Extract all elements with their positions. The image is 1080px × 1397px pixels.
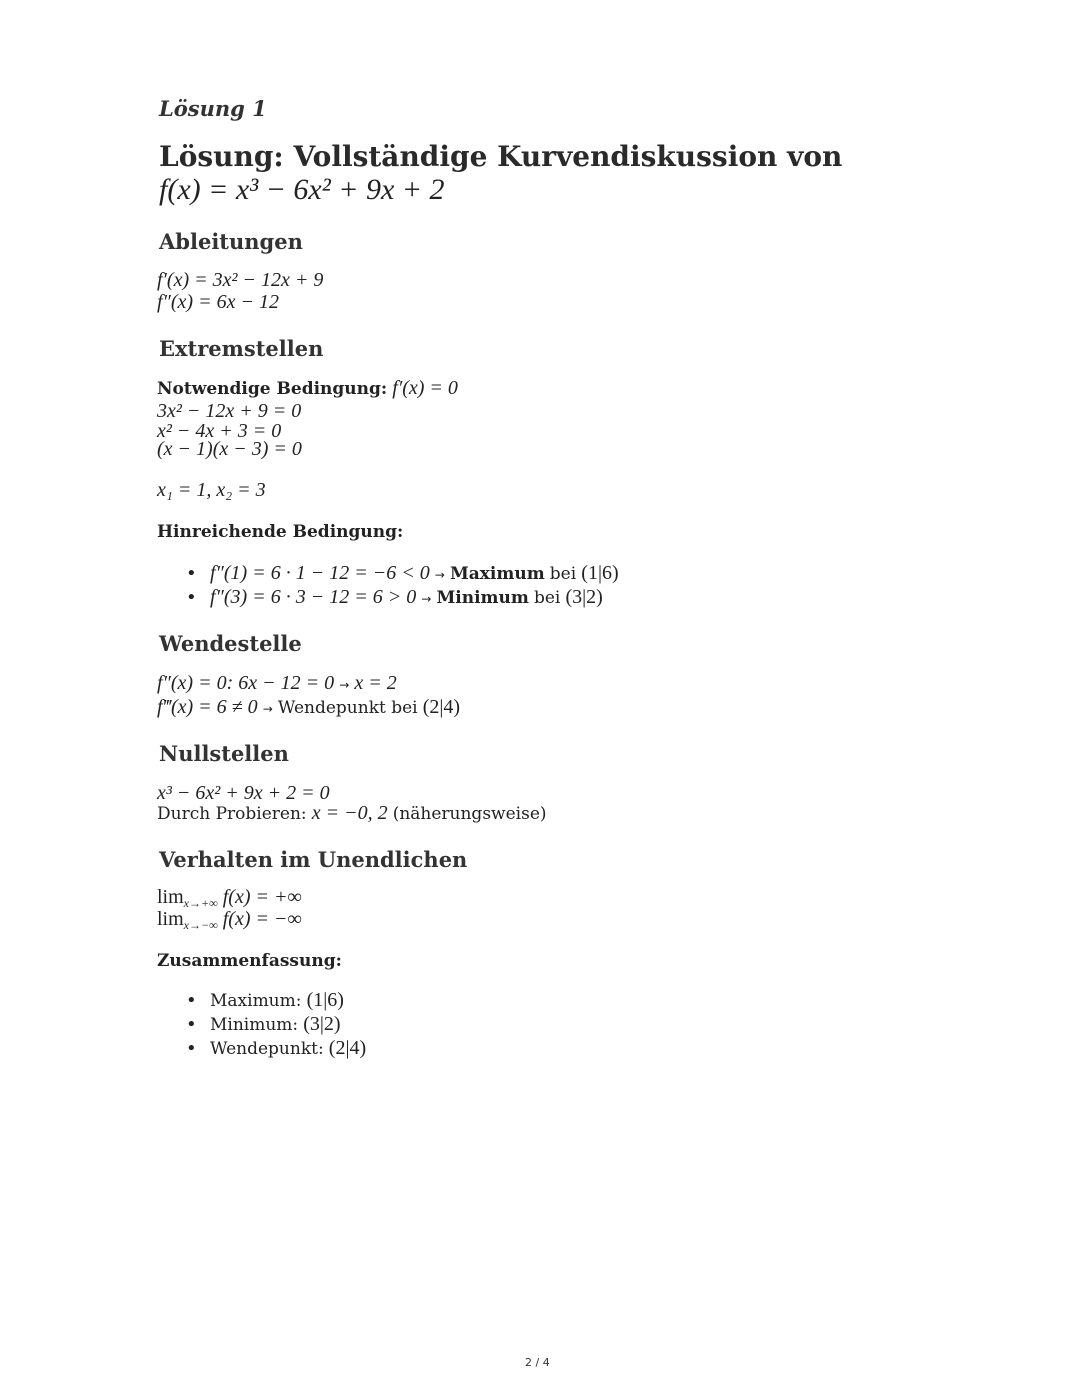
third-derivative: f‴(x) = 6 ≠ 0 xyxy=(157,696,258,718)
summary-label: Wendepunkt: xyxy=(210,1039,324,1059)
probe-text: Durch Probieren: xyxy=(157,804,307,824)
lim-sub: x→+∞ xyxy=(183,896,218,911)
lim-rest: f(x) = −∞ xyxy=(222,908,302,930)
solution-label: Lösung 1 xyxy=(159,96,267,121)
inflection-line-2 xyxy=(157,697,460,718)
check-result: Maximum xyxy=(449,564,545,584)
arrow-icon: → xyxy=(339,678,350,692)
inflection-equation: f″(x) = 0: 6x − 12 = 0 xyxy=(157,672,335,694)
bullet-icon: • xyxy=(186,587,197,608)
check-rest: bei xyxy=(549,564,577,584)
inflection-x: x = 2 xyxy=(354,672,397,694)
step-3: (x − 1)(x − 3) = 0 xyxy=(157,438,302,460)
list-item xyxy=(183,1013,366,1037)
lim-rest: f(x) = +∞ xyxy=(222,886,302,908)
summary-list xyxy=(183,989,366,1061)
limit-minus xyxy=(157,909,302,935)
arrow-icon: → xyxy=(434,568,445,582)
necessary-condition xyxy=(157,378,458,399)
heading-ableitungen: Ableitungen xyxy=(159,229,303,254)
solutions: x₁ = 1, x₂ = 3 xyxy=(157,479,266,501)
sufficient-condition-list xyxy=(183,562,619,610)
summary-label: Minimum: xyxy=(210,1015,299,1035)
bullet-icon: • xyxy=(186,563,197,584)
page-title-function: f(x) = x³ − 6x² + 9x + 2 xyxy=(159,173,445,206)
arrow-icon: → xyxy=(262,702,273,716)
step-2: x² − 4x + 3 = 0 xyxy=(157,420,282,442)
lim-word: lim xyxy=(157,886,184,908)
zero-probe xyxy=(157,803,547,824)
heading-extremstellen: Extremstellen xyxy=(159,336,324,361)
bullet-icon: • xyxy=(186,1038,197,1059)
necessary-condition-label: Notwendige Bedingung: xyxy=(157,379,388,399)
check-math: f″(1) = 6 · 1 − 12 = −6 < 0 xyxy=(210,562,430,584)
derivative-first: f′(x) = 3x² − 12x + 9 xyxy=(157,269,324,291)
arrow-icon: → xyxy=(421,592,432,606)
check-point: (3|2) xyxy=(565,586,603,608)
list-item xyxy=(183,586,619,610)
probe-note: (näherungsweise) xyxy=(392,804,547,824)
summary-point: (2|4) xyxy=(328,1037,367,1059)
lim-word: lim xyxy=(157,908,184,930)
heading-verhalten: Verhalten im Unendlichen xyxy=(159,847,468,872)
summary-point: (3|2) xyxy=(303,1013,341,1035)
sufficient-condition-label: Hinreichende Bedingung: xyxy=(157,522,404,542)
necessary-condition-math: f′(x) = 0 xyxy=(392,377,458,399)
summary-point: (1|6) xyxy=(306,989,344,1011)
step-1: 3x² − 12x + 9 = 0 xyxy=(157,400,302,422)
page-title: Lösung: Vollständige Kurvendiskussion von xyxy=(159,140,843,173)
inflection-text: Wendepunkt bei xyxy=(277,698,418,718)
list-item xyxy=(183,989,366,1013)
bullet-icon: • xyxy=(186,1014,197,1035)
lim-sub: x→−∞ xyxy=(183,918,218,933)
summary-heading: Zusammenfassung: xyxy=(157,951,342,971)
check-result: Minimum xyxy=(436,588,529,608)
inflection-point: (2|4) xyxy=(422,696,461,718)
heading-nullstellen: Nullstellen xyxy=(159,741,289,766)
check-point: (1|6) xyxy=(581,562,619,584)
heading-wendestelle: Wendestelle xyxy=(159,631,302,656)
zero-equation: x³ − 6x² + 9x + 2 = 0 xyxy=(157,782,330,804)
inflection-line-1 xyxy=(157,673,397,693)
check-math: f″(3) = 6 · 3 − 12 = 6 > 0 xyxy=(210,586,417,608)
list-item xyxy=(183,562,619,586)
list-item xyxy=(183,1037,366,1061)
probe-math: x = −0, 2 xyxy=(311,802,388,824)
bullet-icon: • xyxy=(186,990,197,1011)
page-number: 2 / 4 xyxy=(525,1356,550,1369)
summary-label: Maximum: xyxy=(210,991,302,1011)
check-rest: bei xyxy=(533,588,561,608)
derivative-second: f″(x) = 6x − 12 xyxy=(157,291,279,313)
